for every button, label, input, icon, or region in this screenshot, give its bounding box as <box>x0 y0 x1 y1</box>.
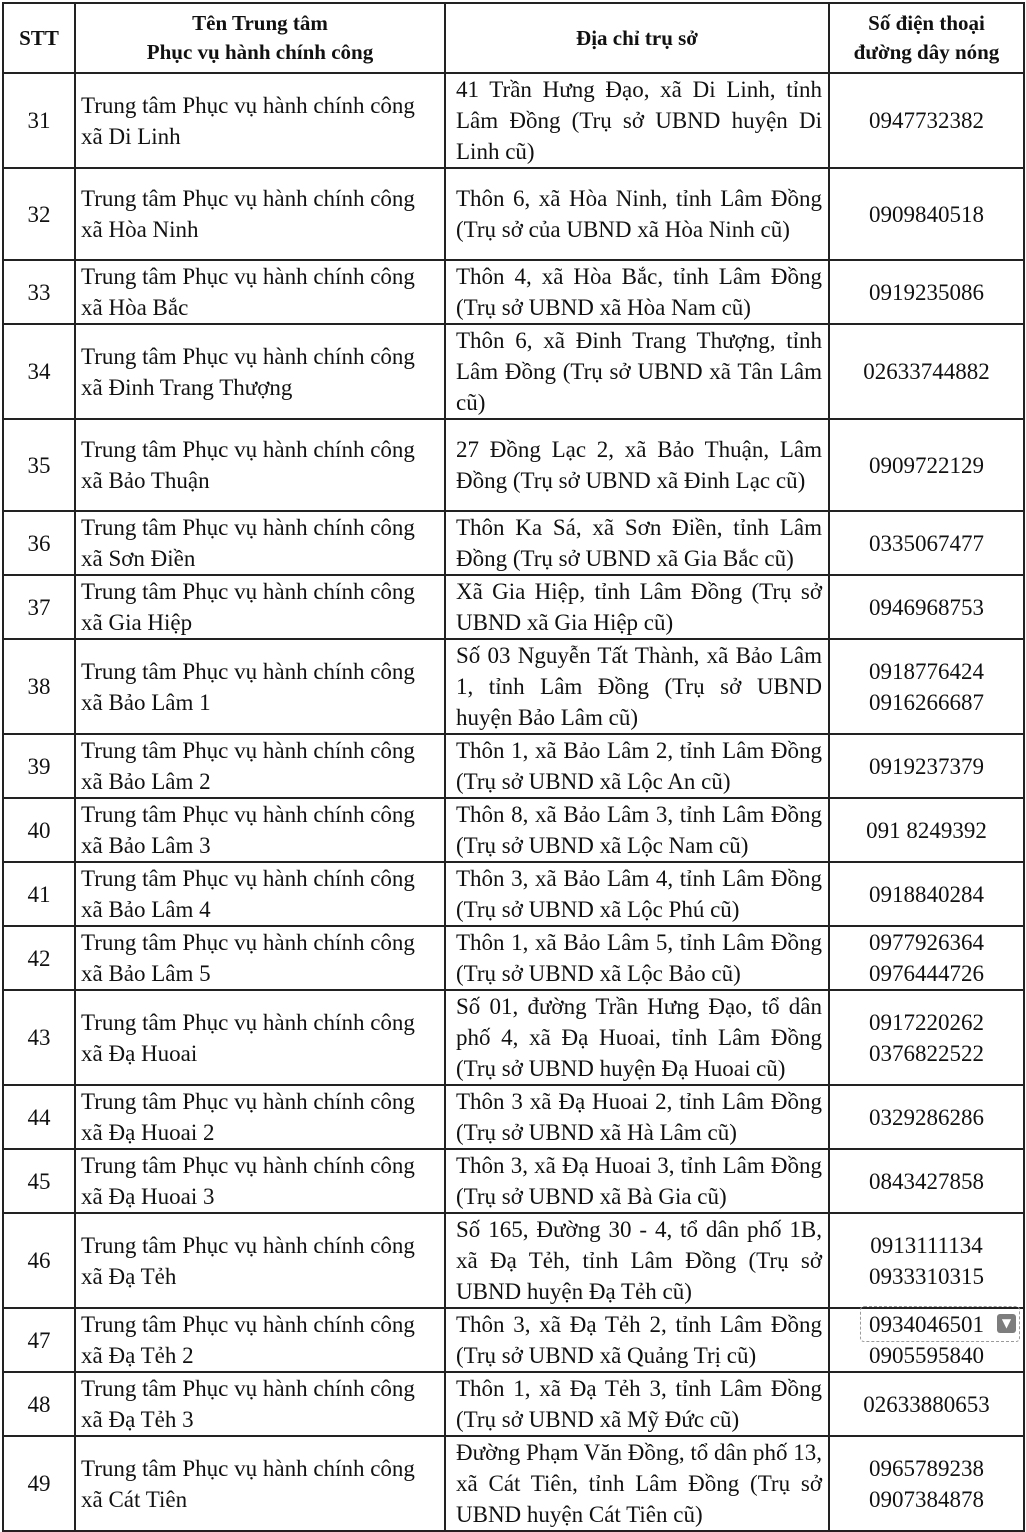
row-address: Thôn 8, xã Bảo Lâm 3, tỉnh Lâm Đồng (Trụ sở UBND xã Lộc Nam cũ) <box>445 798 829 862</box>
row-center-name <box>75 1085 445 1149</box>
table-row <box>3 798 1024 862</box>
center-name-line: xã Bảo Lâm 2 <box>81 769 211 794</box>
row-center-name <box>75 419 445 511</box>
row-address: Thôn 1, xã Bảo Lâm 2, tỉnh Lâm Đồng (Trụ sở UBND xã Lộc An cũ) <box>445 734 829 798</box>
center-name-line: Trung tâm Phục vụ hành chính công <box>81 186 415 211</box>
center-name-line: xã Đinh Trang Thượng <box>81 374 293 400</box>
center-name-line: Trung tâm Phục vụ hành chính công <box>81 658 415 684</box>
table-row <box>3 926 1024 990</box>
table-row <box>3 990 1024 1085</box>
table-row <box>3 419 1024 511</box>
table-row <box>3 324 1024 419</box>
hotline-number: 0976444726 <box>869 961 984 986</box>
hotline-number: 0913111134 <box>870 1232 983 1258</box>
center-name-line: xã Bảo Thuận <box>81 468 210 493</box>
table-row <box>3 168 1024 260</box>
row-address: Thôn 6, xã Đinh Trang Thượng, tỉnh Lâm Đồng (Trụ sở UBND xã Tân Lâm cũ) <box>445 324 829 419</box>
center-name-line: xã Hòa Bắc <box>81 295 189 320</box>
row-hotline <box>829 990 1024 1085</box>
row-hotline <box>829 511 1024 575</box>
row-stt: 35 <box>3 419 75 511</box>
center-name-line: Trung tâm Phục vụ hành chính công <box>81 738 415 763</box>
hotline-number: 0917220262 <box>869 1009 984 1035</box>
row-stt: 40 <box>3 798 75 862</box>
row-stt: 31 <box>3 73 75 168</box>
chevron-down-icon[interactable]: ▼ <box>997 1314 1016 1333</box>
table-row <box>3 1149 1024 1213</box>
center-name-line: xã Đạ Tẻh 2 <box>81 1343 194 1368</box>
table-row <box>3 511 1024 575</box>
center-name-line: xã Đạ Huoai 3 <box>81 1184 215 1209</box>
center-name-line: xã Di Linh <box>81 123 181 149</box>
row-center-name <box>75 926 445 990</box>
hotline-number: 0918840284 <box>869 881 984 907</box>
row-center-name <box>75 862 445 926</box>
center-name-line: Trung tâm Phục vụ hành chính công <box>81 1232 415 1258</box>
row-hotline <box>829 260 1024 324</box>
row-stt: 46 <box>3 1213 75 1308</box>
hotline-number: 0919237379 <box>869 753 984 779</box>
table-header-row <box>3 3 1024 73</box>
hotline-number: 0335067477 <box>869 530 984 556</box>
table-row <box>3 734 1024 798</box>
row-hotline <box>829 798 1024 862</box>
center-name-line: Trung tâm Phục vụ hành chính công <box>81 579 415 604</box>
row-hotline <box>829 1213 1024 1308</box>
header-address: Địa chỉ trụ sở <box>445 3 829 73</box>
row-center-name <box>75 1308 445 1372</box>
row-address: Thôn Ka Sá, xã Sơn Điền, tỉnh Lâm Đồng (Trụ sở UBND xã Gia Bắc cũ) <box>445 511 829 575</box>
row-stt: 33 <box>3 260 75 324</box>
row-hotline <box>829 324 1024 419</box>
row-address: Thôn 4, xã Hòa Bắc, tỉnh Lâm Đồng (Trụ sở UBND xã Hòa Nam cũ) <box>445 260 829 324</box>
hotline-number: 0965789238 <box>869 1455 984 1481</box>
row-stt: 32 <box>3 168 75 260</box>
center-name-line: Trung tâm Phục vụ hành chính công <box>81 437 415 462</box>
center-name-line: xã Cát Tiên <box>81 1486 188 1512</box>
service-centers-table <box>2 2 1025 1532</box>
header-hotline-line-2: đường dây nóng <box>853 40 1000 64</box>
table-row <box>3 862 1024 926</box>
row-address: Thôn 6, xã Hòa Ninh, tỉnh Lâm Đồng (Trụ sở của UBND xã Hòa Ninh cũ) <box>445 168 829 260</box>
table-row <box>3 260 1024 324</box>
row-center-name <box>75 990 445 1085</box>
table-row <box>3 575 1024 639</box>
hotline-number: 0933310315 <box>869 1263 984 1289</box>
row-hotline <box>829 419 1024 511</box>
hotline-number: 0916266687 <box>869 689 984 715</box>
hotline-number: 0905595840 <box>869 1343 984 1368</box>
header-hotline <box>829 3 1024 73</box>
row-stt: 38 <box>3 639 75 734</box>
row-center-name <box>75 798 445 862</box>
header-hotline-line-1: Số điện thoại <box>868 11 985 35</box>
row-center-name <box>75 1436 445 1531</box>
row-center-name <box>75 324 445 419</box>
center-name-line: Trung tâm Phục vụ hành chính công <box>81 92 415 118</box>
hotline-number: 02633744882 <box>863 359 990 384</box>
row-center-name <box>75 168 445 260</box>
center-name-line: Trung tâm Phục vụ hành chính công <box>81 1455 415 1481</box>
center-name-line: Trung tâm Phục vụ hành chính công <box>81 1312 415 1337</box>
row-hotline <box>829 1085 1024 1149</box>
row-hotline <box>829 1149 1024 1213</box>
center-name-line: Trung tâm Phục vụ hành chính công <box>81 930 415 955</box>
row-address: Số 165, Đường 30 - 4, tổ dân phố 1B, xã Đạ Tẻh, tỉnh Lâm Đồng (Trụ sở UBND huyện Đạ Tẻh cũ) <box>445 1213 829 1308</box>
hotline-number: 0946968753 <box>869 594 984 620</box>
row-hotline <box>829 639 1024 734</box>
row-address: Số 03 Nguyễn Tất Thành, xã Bảo Lâm 1, tỉnh Lâm Đồng (Trụ sở UBND huyện Bảo Lâm cũ) <box>445 639 829 734</box>
row-hotline <box>829 734 1024 798</box>
row-address: 27 Đồng Lạc 2, xã Bảo Thuận, Lâm Đồng (Trụ sở UBND xã Đinh Lạc cũ) <box>445 419 829 511</box>
center-name-line: xã Bảo Lâm 5 <box>81 961 211 986</box>
center-name-line: xã Đạ Huoai 2 <box>81 1120 215 1145</box>
hotline-number: 0918776424 <box>869 658 984 684</box>
row-stt: 36 <box>3 511 75 575</box>
row-center-name <box>75 260 445 324</box>
center-name-line: xã Đạ Huoai <box>81 1040 198 1066</box>
row-hotline <box>829 926 1024 990</box>
table-row <box>3 1213 1024 1308</box>
center-name-line: Trung tâm Phục vụ hành chính công <box>81 1089 415 1114</box>
center-name-line: Trung tâm Phục vụ hành chính công <box>81 1376 415 1401</box>
row-hotline <box>829 1372 1024 1436</box>
row-stt: 45 <box>3 1149 75 1213</box>
header-center-name <box>75 3 445 73</box>
row-center-name <box>75 1149 445 1213</box>
table-row <box>3 1085 1024 1149</box>
header-center-name-line-1: Tên Trung tâm <box>192 11 328 35</box>
hotline-number: 0329286286 <box>869 1104 984 1130</box>
center-name-line: Trung tâm Phục vụ hành chính công <box>81 1009 415 1035</box>
row-hotline <box>829 862 1024 926</box>
center-name-line: Trung tâm Phục vụ hành chính công <box>81 515 415 540</box>
row-stt: 44 <box>3 1085 75 1149</box>
row-center-name <box>75 73 445 168</box>
hotline-number: 0947732382 <box>869 108 984 133</box>
center-name-line: xã Sơn Điền <box>81 546 196 571</box>
dropdown-overlay[interactable] <box>860 1306 1020 1342</box>
row-address: Số 01, đường Trần Hưng Đạo, tổ dân phố 4, xã Đạ Huoai, tỉnh Lâm Đồng (Trụ sở UBND huyện Đạ Huoai cũ) <box>445 990 829 1085</box>
row-stt: 37 <box>3 575 75 639</box>
center-name-line: xã Bảo Lâm 3 <box>81 833 211 858</box>
row-address: 41 Trần Hưng Đạo, xã Di Linh, tỉnh Lâm Đồng (Trụ sở UBND huyện Di Linh cũ) <box>445 73 829 168</box>
row-address: Thôn 1, xã Bảo Lâm 5, tỉnh Lâm Đồng (Trụ sở UBND xã Lộc Bảo cũ) <box>445 926 829 990</box>
row-stt: 49 <box>3 1436 75 1531</box>
hotline-number: 0909722129 <box>869 452 984 478</box>
row-hotline <box>829 575 1024 639</box>
center-name-line: Trung tâm Phục vụ hành chính công <box>81 866 415 891</box>
row-address: Thôn 3, xã Đạ Tẻh 2, tỉnh Lâm Đồng (Trụ sở UBND xã Quảng Trị cũ) <box>445 1308 829 1372</box>
hotline-number: 0909840518 <box>869 201 984 227</box>
row-address: Đường Phạm Văn Đồng, tổ dân phố 13, xã Cát Tiên, tỉnh Lâm Đồng (Trụ sở UBND huyện Cát Tiên cũ) <box>445 1436 829 1531</box>
row-center-name <box>75 734 445 798</box>
center-name-line: Trung tâm Phục vụ hành chính công <box>81 343 415 369</box>
row-stt: 42 <box>3 926 75 990</box>
row-stt: 47 <box>3 1308 75 1372</box>
row-center-name <box>75 1213 445 1308</box>
row-stt: 48 <box>3 1372 75 1436</box>
row-hotline <box>829 1436 1024 1531</box>
row-stt: 39 <box>3 734 75 798</box>
hotline-number: 02633880653 <box>863 1391 990 1417</box>
table-row <box>3 1372 1024 1436</box>
row-stt: 43 <box>3 990 75 1085</box>
header-stt: STT <box>3 3 75 73</box>
center-name-line: xã Bảo Lâm 1 <box>81 689 211 715</box>
hotline-number: 0977926364 <box>869 930 984 955</box>
table-row <box>3 639 1024 734</box>
table-row <box>3 73 1024 168</box>
row-address: Thôn 1, xã Đạ Tẻh 3, tỉnh Lâm Đồng (Trụ sở UBND xã Mỹ Đức cũ) <box>445 1372 829 1436</box>
hotline-number: 0376822522 <box>869 1040 984 1066</box>
row-center-name <box>75 1372 445 1436</box>
row-hotline <box>829 168 1024 260</box>
center-name-line: Trung tâm Phục vụ hành chính công <box>81 802 415 827</box>
hotline-number: 0934046501 <box>869 1312 984 1337</box>
center-name-line: xã Hòa Ninh <box>81 217 199 242</box>
row-center-name <box>75 639 445 734</box>
center-name-line: Trung tâm Phục vụ hành chính công <box>81 1153 415 1178</box>
center-name-line: xã Đạ Tẻh <box>81 1263 177 1289</box>
hotline-number: 0843427858 <box>869 1168 984 1194</box>
center-name-line: xã Đạ Tẻh 3 <box>81 1407 194 1432</box>
row-stt: 41 <box>3 862 75 926</box>
hotline-number: 0919235086 <box>869 279 984 305</box>
row-address: Thôn 3, xã Đạ Huoai 3, tỉnh Lâm Đồng (Trụ sở UBND xã Bà Gia cũ) <box>445 1149 829 1213</box>
row-address: Thôn 3 xã Đạ Huoai 2, tỉnh Lâm Đồng (Trụ sở UBND xã Hà Lâm cũ) <box>445 1085 829 1149</box>
hotline-number: 0907384878 <box>869 1486 984 1512</box>
hotline-number: 091 8249392 <box>866 817 987 843</box>
center-name-line: xã Bảo Lâm 4 <box>81 897 211 922</box>
header-center-name-line-2: Phục vụ hành chính công <box>146 40 374 64</box>
row-stt: 34 <box>3 324 75 419</box>
row-address: Thôn 3, xã Bảo Lâm 4, tỉnh Lâm Đồng (Trụ sở UBND xã Lộc Phú cũ) <box>445 862 829 926</box>
row-center-name <box>75 575 445 639</box>
row-hotline <box>829 73 1024 168</box>
row-center-name <box>75 511 445 575</box>
row-address: Xã Gia Hiệp, tỉnh Lâm Đồng (Trụ sở UBND xã Gia Hiệp cũ) <box>445 575 829 639</box>
center-name-line: Trung tâm Phục vụ hành chính công <box>81 264 415 289</box>
table-row <box>3 1436 1024 1531</box>
center-name-line: xã Gia Hiệp <box>81 610 193 635</box>
